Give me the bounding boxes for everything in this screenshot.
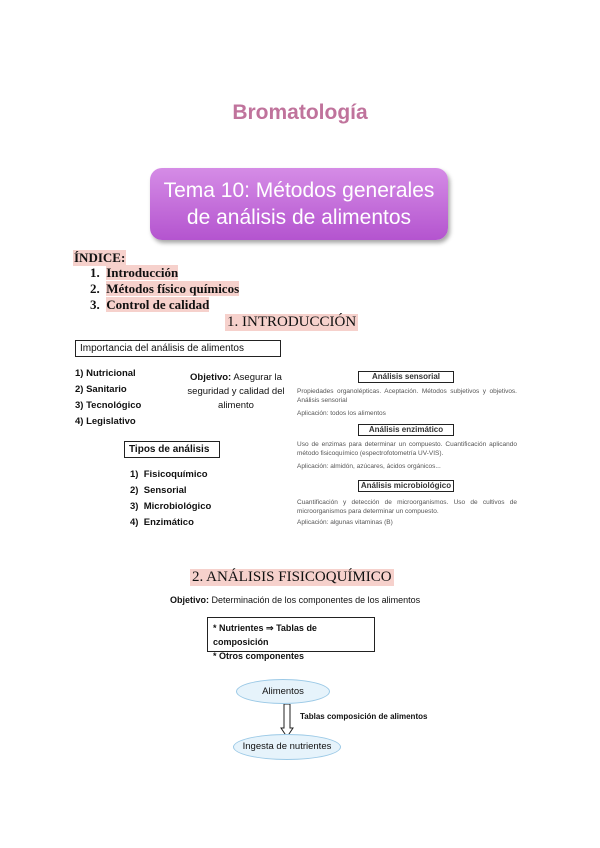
objective-text: Asegurar la seguridad y calidad del alimento xyxy=(187,372,285,411)
section-2-heading: 2. ANÁLISIS FISICOQUÍMICO xyxy=(192,569,392,585)
type-item-number: 4) xyxy=(130,517,139,528)
type-item-label: Enzimático xyxy=(143,517,194,528)
subject-title: Bromatología xyxy=(232,101,368,124)
index-item-number: 3. xyxy=(90,297,100,312)
index-item xyxy=(90,297,209,313)
type-item xyxy=(130,469,208,480)
component-target: Tablas de composición xyxy=(213,623,317,647)
section-1-heading: 1. INTRODUCCIÓN xyxy=(227,314,357,330)
panel-application: Aplicación: algunas vitaminas (B) xyxy=(297,519,393,526)
objective-label: Objetivo: xyxy=(190,372,232,383)
importance-item: 4) Legislativo xyxy=(75,416,136,427)
component-label: * Otros componentes xyxy=(213,651,305,661)
component-nutrientes xyxy=(213,621,369,649)
right-arrow-icon: ⇒ xyxy=(266,623,274,633)
flow-start-oval: Alimentos xyxy=(236,679,330,704)
objective-block xyxy=(186,371,286,413)
panel-application: Aplicación: almidón, azúcares, ácidos orgánicos... xyxy=(297,463,441,470)
panel-title-sensorial: Análisis sensorial xyxy=(358,371,454,383)
index-item xyxy=(90,281,239,297)
index-item-number: 2. xyxy=(90,281,100,296)
index-item xyxy=(90,265,178,281)
index-item-label: Introducción xyxy=(106,265,179,280)
type-item xyxy=(130,501,211,512)
index-item-label: Control de calidad xyxy=(106,297,210,312)
panel-title-microbiologico: Análisis microbiológico xyxy=(358,480,454,492)
type-item-number: 2) xyxy=(130,485,139,496)
index-item-number: 1. xyxy=(90,265,100,280)
type-item-label: Microbiológico xyxy=(143,501,212,512)
topic-line-2: de análisis de alimentos xyxy=(186,206,412,229)
objective-text: Determinación de los componentes de los alimentos xyxy=(211,595,421,605)
importance-item: 2) Sanitario xyxy=(75,384,127,395)
down-arrow-icon xyxy=(280,704,294,738)
importance-item: 1) Nutricional xyxy=(75,368,136,379)
type-item-number: 3) xyxy=(130,501,139,512)
panel-text: Uso de enzimas para determinar un compuesto. Cuantificación aplicando método fisicoquímico (espectrofotometría UV-VIS). xyxy=(297,441,517,457)
type-item xyxy=(130,517,194,528)
panel-text: Cuantificación y detección de microorganismos. Uso de cultivos de microorganismos para determinar un compuesto. xyxy=(297,499,517,515)
components-box xyxy=(207,617,375,661)
importance-item: 3) Tecnológico xyxy=(75,400,142,411)
flow-end-oval: Ingesta de nutrientes xyxy=(233,734,341,760)
topic-banner xyxy=(150,168,448,240)
panel-title-enzimatico: Análisis enzimático xyxy=(358,424,454,436)
panel-application: Aplicación: todos los alimentos xyxy=(297,410,386,417)
type-item xyxy=(130,485,187,496)
flow-arrow-label: Tablas composición de alimentos xyxy=(300,712,428,721)
objective-label: Objetivo: xyxy=(170,595,210,605)
index-title: ÍNDICE: xyxy=(74,250,126,265)
type-item-label: Fisicoquímico xyxy=(143,469,208,480)
component-otros xyxy=(213,649,369,663)
section-2-objective xyxy=(170,595,420,605)
importance-box: Importancia del análisis de alimentos xyxy=(75,340,281,357)
type-item-number: 1) xyxy=(130,469,139,480)
types-box: Tipos de análisis xyxy=(124,441,220,458)
component-label: * Nutrientes xyxy=(213,623,264,633)
type-item-label: Sensorial xyxy=(143,485,187,496)
index-item-label: Métodos físico químicos xyxy=(106,281,240,296)
panel-text: Propiedades organolépticas. Aceptación. Métodos subjetivos y objetivos. Análisis sensorial xyxy=(297,388,517,404)
topic-line-1: Tema 10: Métodos generales xyxy=(163,179,435,202)
